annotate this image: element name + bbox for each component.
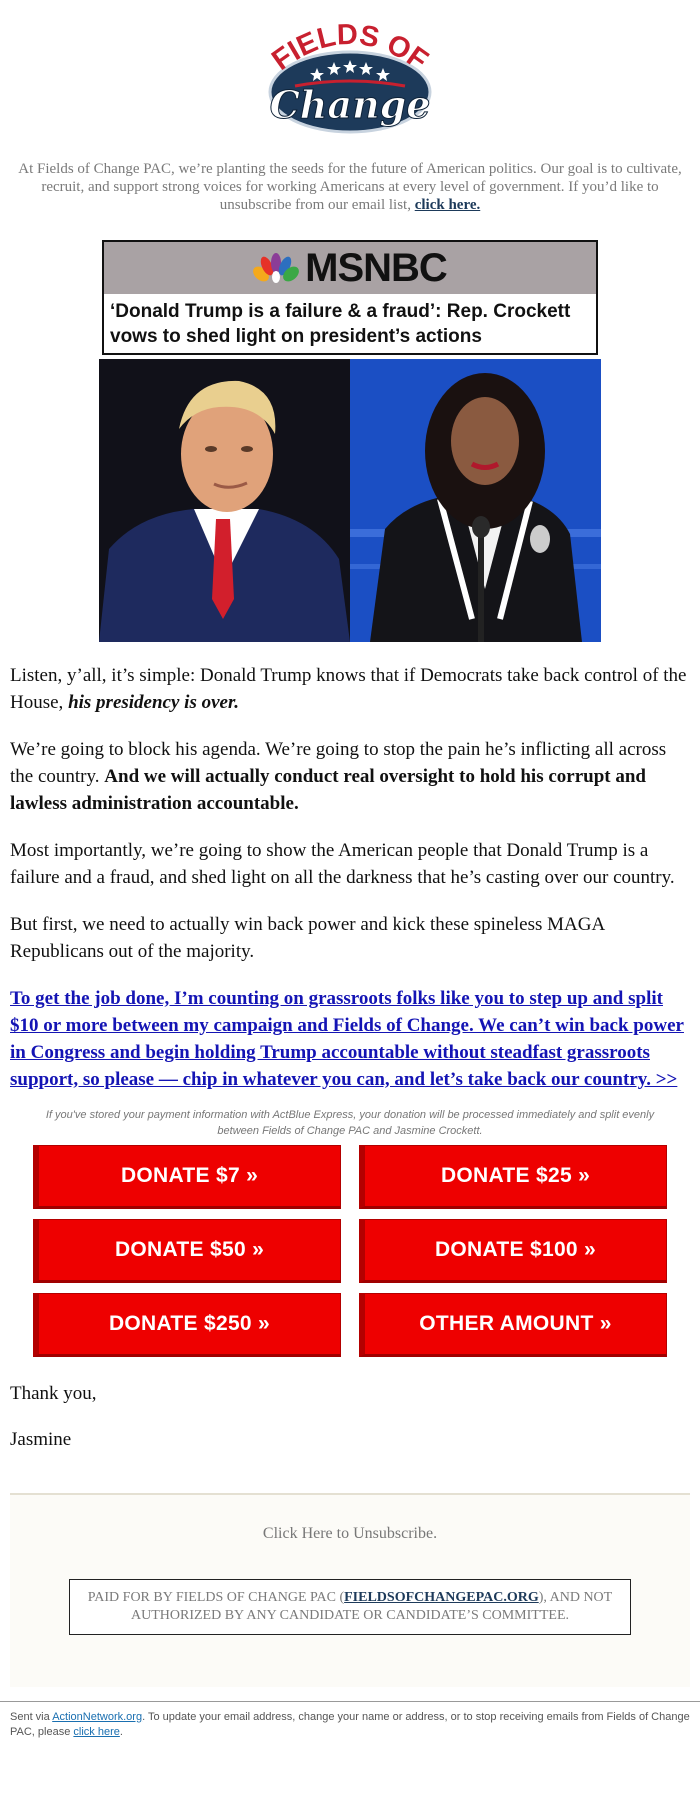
body-paragraph-4: But first, we need to actually win back power and kick these spineless MAGA Republicans out of the majority. [10,914,605,962]
intro-text [0,138,700,224]
news-banner[interactable] [0,224,700,642]
msnbc-wordmark: MSNBC [305,245,447,290]
body-cta-paragraph [10,985,690,1093]
sent-prefix: Sent via [10,1711,53,1723]
actionnetwork-link[interactable]: ActionNetwork.org [52,1711,143,1723]
body-paragraph-1 [10,662,690,716]
paid-for-disclaimer [69,1579,631,1635]
donate-button-grid [33,1145,667,1357]
headline-photos [99,359,601,642]
message-body [0,642,700,1093]
trump-photo [99,359,350,642]
logo-line1: FIELDS OF [266,18,434,77]
body-p1-emphasis: his presidency is over. [68,692,240,713]
peacock-icon [253,252,299,284]
crockett-photo [350,359,601,642]
signoff-thanks: Thank you, [10,1383,97,1404]
donate-100-button[interactable]: DONATE $100 » [359,1219,667,1283]
email-footer [10,1493,690,1687]
donate-25-button[interactable]: DONATE $25 » [359,1145,667,1209]
signoff [0,1357,700,1453]
donate-50-button[interactable]: DONATE $50 » [33,1219,341,1283]
logo-header [0,0,700,138]
msnbc-brand-bar [104,242,596,294]
paid-prefix: PAID FOR BY FIELDS OF CHANGE PAC ( [87,1590,345,1605]
pac-website-link[interactable]: FIELDSOFCHANGEPAC.ORG [344,1590,539,1605]
actblue-disclaimer: If you've stored your payment information with ActBlue Express, your donation will be processed immediately and split evenly between Fields of Change PAC and Jasmine Crockett. [45,1109,655,1137]
body-paragraph-2 [10,736,690,817]
signoff-name: Jasmine [10,1429,72,1450]
donate-7-button[interactable]: DONATE $7 » [33,1145,341,1209]
donate-cta-link[interactable]: To get the job done, I’m counting on grassroots folks like you to step up and split $10 or more between my campaign and Fields of Change. We can’t win back power in Congress and begin holding Trump accountable without steadfast grassroots support, so please — chip in whatever you can, and let’s take back our country. >> [10,988,684,1090]
donate-250-button[interactable]: DONATE $250 » [33,1293,341,1357]
intro-body: At Fields of Change PAC, we’re planting the seeds for the future of American politics. Our goal is to cultivate, recruit, and support strong voices for working Americans at every level of government. If you’d like to unsubscribe from our email list, [18,161,682,213]
sent-via-bar [0,1701,700,1740]
donate-other-amount-button[interactable]: OTHER AMOUNT » [359,1293,667,1357]
body-p2-bold: And we will actually conduct real oversight to hold his corrupt and lawless administration accountable. [10,766,646,814]
footer-unsubscribe-link[interactable]: Click Here to Unsubscribe. [262,1525,438,1542]
msnbc-headline-card [102,240,598,355]
sent-suffix: . [119,1726,123,1738]
sent-middle: . To update your email address, change your name or address, or to stop receiving emails from Fields of Change PAC, please [10,1711,690,1738]
body-paragraph-3: Most importantly, we’re going to show the American people that Donald Trump is a failure and a fraud, and shed light on all the darkness that he’s casting over our country. [10,840,675,888]
body-p2-text: We’re going to block his agenda. We’re going to stop the pain he’s inflicting all across the country. [10,739,667,787]
msnbc-headline-text: ‘Donald Trump is a failure & a fraud’: Rep. Crockett vows to shed light on president’s actions [110,301,571,347]
body-p1-text: Listen, y’all, it’s simple: Donald Trump knows that if Democrats take back control of the House, [10,665,687,713]
paid-suffix: ), AND NOT AUTHORIZED BY ANY CANDIDATE OR CANDIDATE’S COMMITTEE. [131,1590,613,1623]
intro-unsubscribe-link[interactable]: click here. [414,197,481,213]
fields-of-change-logo[interactable] [255,16,445,134]
logo-line2: Change [269,82,431,127]
sent-unsubscribe-link[interactable]: click here [73,1726,120,1738]
